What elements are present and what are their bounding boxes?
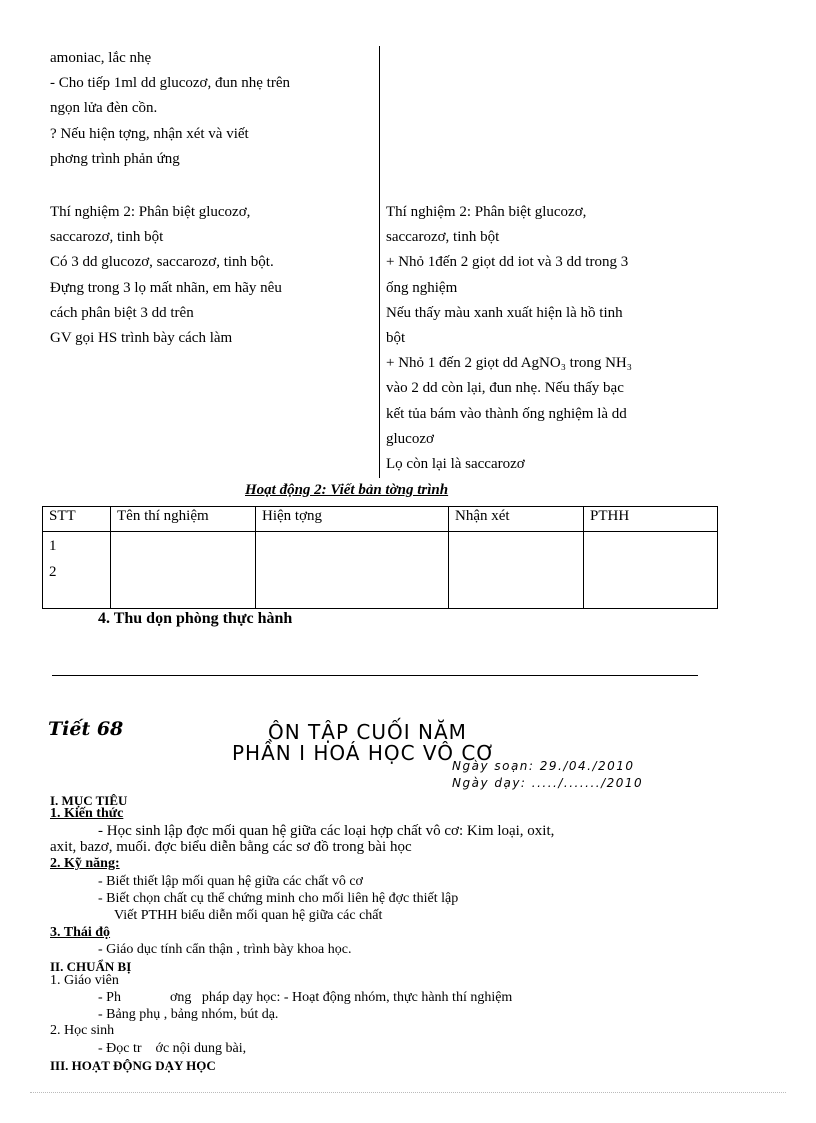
thai-do-line: - Giáo dục tính cẩn thận , trình bày khoa học.: [98, 942, 352, 957]
right-column: [386, 200, 712, 477]
column-divider: [379, 46, 380, 478]
table-cell: [584, 532, 718, 609]
ky-nang-line: - Biết chọn chất cụ thể chứng minh cho mối liên hệ đợc thiết lập: [98, 891, 459, 906]
kien-thuc-line: - Học sinh lập đợc mối quan hệ giữa các loại hợp chất vô cơ: Kim loại, oxit,: [98, 823, 555, 839]
text-line: Thí nghiệm 2: Phân biệt glucozơ,: [50, 204, 251, 220]
table-row: [43, 532, 718, 609]
ky-nang-line: Viết PTHH biểu diễn mối quan hệ giữa các chất: [114, 908, 383, 923]
text-line: - Cho tiếp 1ml dd glucozơ, đun nhẹ trên: [50, 75, 290, 92]
table-cell: [256, 532, 449, 609]
header-hien-tuong: Hiện tợng: [256, 507, 449, 532]
giao-vien-heading: 1. Giáo viên: [50, 973, 119, 988]
text-line: ? Nếu hiện tợng, nhận xét và viết: [50, 125, 249, 142]
hoc-sinh-heading: 2. Học sinh: [50, 1023, 115, 1038]
table-cell: [449, 532, 584, 609]
row-number: 1: [49, 538, 57, 554]
text-line: + Nhỏ 1đến 2 giọt dd iot và 3 dd trong 3: [386, 254, 629, 271]
text-line: phơng trình phản ứng: [50, 150, 180, 167]
text-line: ống nghiệm: [386, 279, 458, 296]
giao-vien-line: - Ph ơng pháp dạy học: - Hoạt động nhóm, thực hành thí nghiệm: [98, 990, 513, 1005]
table-cell-stt: [43, 532, 111, 609]
section-kien-thuc: 1. Kiến thức: [50, 806, 124, 821]
section-hoat-dong: III. HOẠT ĐỘNG DẠY HỌC: [50, 1058, 216, 1073]
section-muc-tieu: I. MỤC TIÊU: [50, 793, 128, 808]
header-pthh: PTHH: [584, 507, 718, 532]
lesson-number: Tiết 68: [48, 718, 124, 740]
kien-thuc-line: axit, bazơ, muối. đợc biểu diễn bằng các sơ đồ trong bài học: [50, 839, 412, 855]
text-line: Thí nghiệm 2: Phân biệt glucozơ,: [386, 204, 587, 220]
text-line: vào 2 dd còn lại, đun nhẹ. Nếu thấy bạc: [386, 380, 624, 397]
text-line: GV gọi HS trình bày cách làm: [50, 330, 233, 347]
date-taught: Ngày dạy: ...../......./2010: [452, 776, 644, 790]
ky-nang-line: - Biết thiết lập mối quan hệ giữa các chất vô cơ: [98, 874, 363, 889]
text-line: + Nhỏ 1 đến 2 giọt dd AgNO₃ trong NH₃: [386, 355, 632, 372]
footer-dotted-line: [30, 1092, 786, 1093]
text-line: amoniac, lắc nhẹ: [50, 50, 152, 66]
header-ten-thi-nghiem: Tên thí nghiệm: [111, 507, 256, 532]
section-thai-do: 3. Thái độ: [50, 925, 111, 940]
report-table: [42, 506, 718, 609]
table-cell: [111, 532, 256, 609]
lesson-title-line1: ÔN TẬP CUỐI NĂM: [268, 720, 467, 744]
table-header-row: [43, 507, 718, 532]
text-line: Nếu thấy màu xanh xuất hiện là hồ tinh: [386, 304, 623, 321]
cleanup-heading: 4. Thu dọn phòng thực hành: [98, 610, 293, 627]
text-line: Lọ còn lại là saccarozơ: [386, 456, 525, 473]
activity2-title: Hoạt động 2: Viết bản tờng trình: [245, 482, 449, 498]
text-line: ngọn lửa đèn cồn.: [50, 100, 158, 117]
text-line: saccarozơ, tinh bột: [50, 229, 164, 246]
left-column-top: [50, 46, 372, 172]
header-nhan-xet: Nhận xét: [449, 507, 584, 532]
giao-vien-line: - Bảng phụ , bảng nhóm, bút dạ.: [98, 1007, 279, 1022]
lesson-title-line2: PHẦN I HOÁ HỌC VÔ CƠ: [232, 741, 496, 765]
text-line: bột: [386, 330, 406, 347]
hoc-sinh-line: - Đọc tr ớc nội dung bài,: [98, 1041, 247, 1056]
horizontal-rule: [52, 675, 698, 676]
section-chuan-bi: II. CHUẨN BỊ: [50, 959, 132, 974]
text-line: saccarozơ, tinh bột: [386, 229, 500, 246]
text-line: Có 3 dd glucozơ, saccarozơ, tinh bột.: [50, 254, 274, 271]
text-line: kết tủa bám vào thành ống nghiệm là dd: [386, 405, 627, 422]
row-number: 2: [49, 564, 57, 580]
text-line: glucozơ: [386, 430, 434, 447]
text-line: Đựng trong 3 lọ mất nhãn, em hãy nêu: [50, 279, 282, 296]
left-column-exp2: [50, 200, 372, 351]
date-prepared: Ngày soạn: 29./04./2010: [452, 759, 635, 773]
text-line: cách phân biệt 3 dd trên: [50, 304, 194, 321]
section-ky-nang: 2. Kỹ năng:: [50, 856, 120, 871]
header-stt: STT: [43, 507, 111, 532]
